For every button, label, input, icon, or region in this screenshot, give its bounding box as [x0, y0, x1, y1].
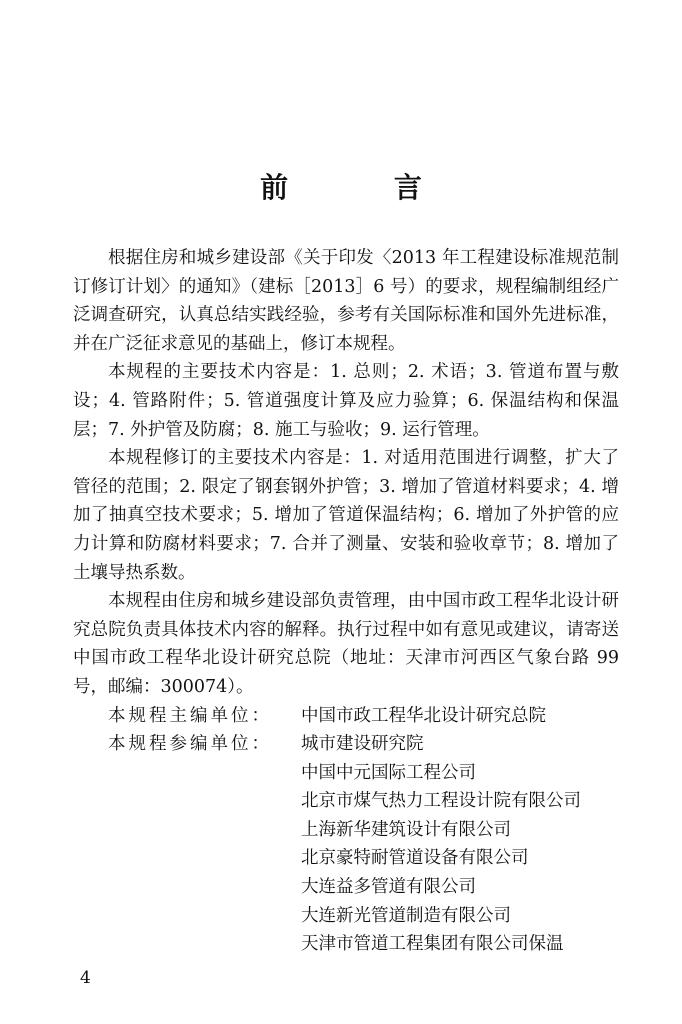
participating-units-label: 本规程参编单位： [108, 734, 272, 755]
list-item: 北京市煤气热力工程设计院有限公司 [301, 791, 581, 812]
list-item: 上海新华建筑设计有限公司 [301, 819, 511, 840]
chief-unit-label: 本规程主编单位： [108, 705, 272, 726]
list-item: 大连益多管道有限公司 [301, 877, 476, 898]
preface-body [73, 244, 619, 959]
list-item: 城市建设研究院 [301, 734, 424, 755]
chief-unit-name: 中国市政工程华北设计研究总院 [301, 705, 546, 726]
paragraph-revision-basis: 根据住房和城乡建设部《关于印发〈2013 年工程建设标准规范制订修订计划〉的通知》（建标［2013］6 号）的要求，规程编制组经广泛调查研究，认真总结实践经验，参考有关国际标准和国外先进标准，并在广泛征求意见的基础上，修订本规程。 [73, 248, 619, 354]
list-item: 中国中元国际工程公司 [301, 762, 476, 783]
list-item: 大连新光管道制造有限公司 [301, 905, 511, 926]
page-title: 前 言 [260, 171, 470, 204]
paragraph-main-contents: 本规程的主要技术内容是：1. 总则；2. 术语；3. 管道布置与敷设；4. 管路附件；5. 管道强度计算及应力验算；6. 保温结构和保温层；7. 外护管及防腐；8. 施工与验收；9. 运行管理。 [73, 362, 619, 440]
paragraph-management: 本规程由住房和城乡建设部负责管理，由中国市政工程华北设计研究总院负责具体技术内容的解释。执行过程中如有意见或建议，请寄送中国市政工程华北设计研究总院（地址：天津市河西区气象台路 99 号，邮编：300074）。 [73, 591, 619, 697]
paragraph-revision-contents: 本规程修订的主要技术内容是：1. 对适用范围进行调整，扩大了管径的范围；2. 限定了钢套钢外护管；3. 增加了管道材料要求；4. 增加了抽真空技术要求；5. 增加了管道保温结构；6. 增加了外护管的应力计算和防腐材料要求；7. 合并了测量、安装和验收章节；8. 增加了土壤导热系数。 [73, 448, 619, 583]
drafting-units [73, 702, 619, 959]
list-item: 天津市管道工程集团有限公司保温 [301, 934, 564, 955]
participating-units-list [301, 730, 581, 959]
list-item: 北京豪特耐管道设备有限公司 [301, 848, 529, 869]
participating-units-row [108, 730, 619, 959]
page-number: 4 [80, 968, 91, 988]
chief-unit-row [108, 702, 619, 731]
